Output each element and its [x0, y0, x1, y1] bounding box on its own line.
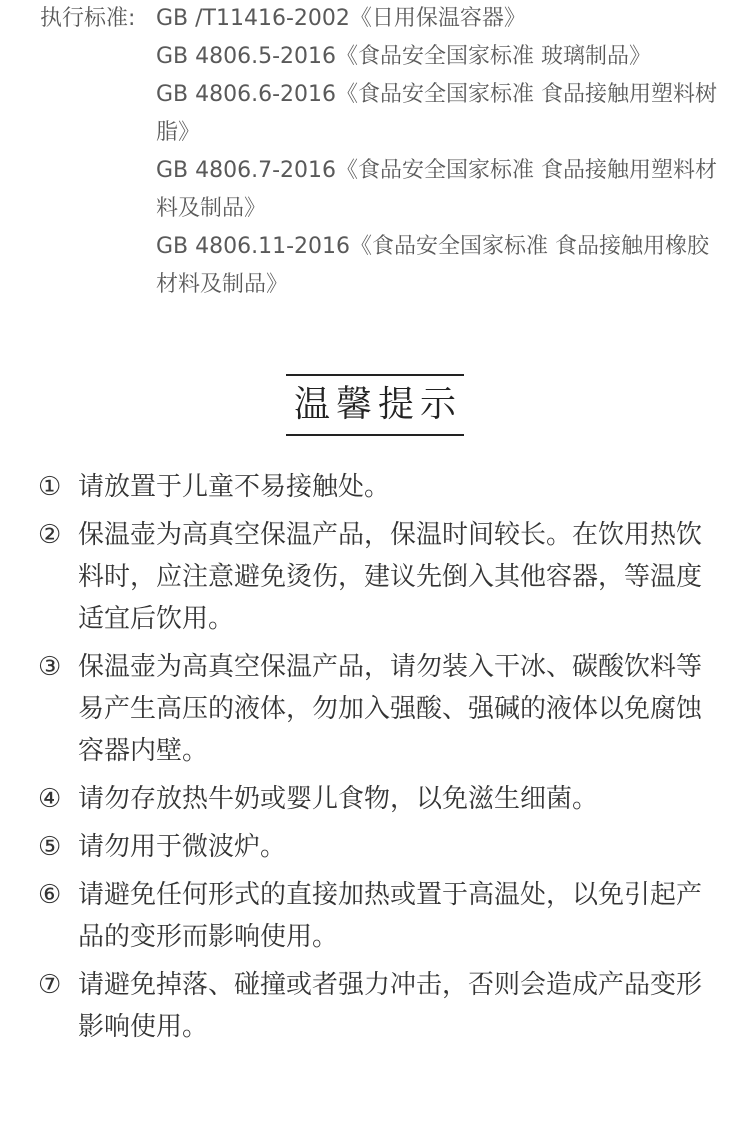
standard-item: GB 4806.6-2016《食品安全国家标准 食品接触用塑料树脂》 — [156, 82, 718, 145]
tip-item — [38, 466, 718, 508]
standards-list — [156, 0, 730, 304]
standard-item: GB 4806.7-2016《食品安全国家标准 食品接触用塑料材料及制品》 — [156, 158, 718, 221]
tip-number: ① — [38, 472, 62, 502]
tip-text: 请勿存放热牛奶或婴儿食物，以免滋生细菌。 — [78, 784, 599, 814]
tip-text: 请放置于儿童不易接触处。 — [78, 472, 391, 502]
tips-title-wrapper — [0, 374, 750, 436]
tip-text: 保温壶为高真空保温产品，请勿装入干冰、碳酸饮料等易产生高压的液体，勿加入强酸、强碱的液体以免腐蚀容器内壁。 — [78, 652, 703, 766]
tip-number: ③ — [38, 652, 62, 682]
standard-item: GB 4806.11-2016《食品安全国家标准 食品接触用橡胶材料及制品》 — [156, 234, 710, 297]
standard-item: GB /T11416-2002《日用保温容器》 — [156, 6, 526, 31]
standards-row — [40, 0, 730, 304]
tip-item — [38, 964, 718, 1048]
standards-label: 执行标准: — [40, 6, 136, 31]
tip-item — [38, 778, 718, 820]
tip-number: ⑤ — [38, 832, 62, 862]
tips-title: 温馨提示 — [286, 374, 464, 436]
tip-text: 请避免掉落、碰撞或者强力冲击，否则会造成产品变形影响使用。 — [78, 970, 703, 1042]
tip-number: ⑥ — [38, 880, 62, 910]
standard-item: GB 4806.5-2016《食品安全国家标准 玻璃制品》 — [156, 44, 652, 69]
tip-number: ④ — [38, 784, 62, 814]
tip-item — [38, 874, 718, 958]
tip-item — [38, 646, 718, 772]
tip-item — [38, 514, 718, 640]
standards-section — [40, 0, 730, 304]
tip-text: 请勿用于微波炉。 — [78, 832, 287, 862]
tips-list — [38, 466, 718, 1054]
tip-item — [38, 826, 718, 868]
tip-text: 请避免任何形式的直接加热或置于高温处，以免引起产品的变形而影响使用。 — [78, 880, 703, 952]
tip-number: ⑦ — [38, 970, 62, 1000]
tip-number: ② — [38, 520, 62, 550]
tip-text: 保温壶为高真空保温产品，保温时间较长。在饮用热饮料时，应注意避免烫伤，建议先倒入其他容器，等温度适宜后饮用。 — [78, 520, 703, 634]
